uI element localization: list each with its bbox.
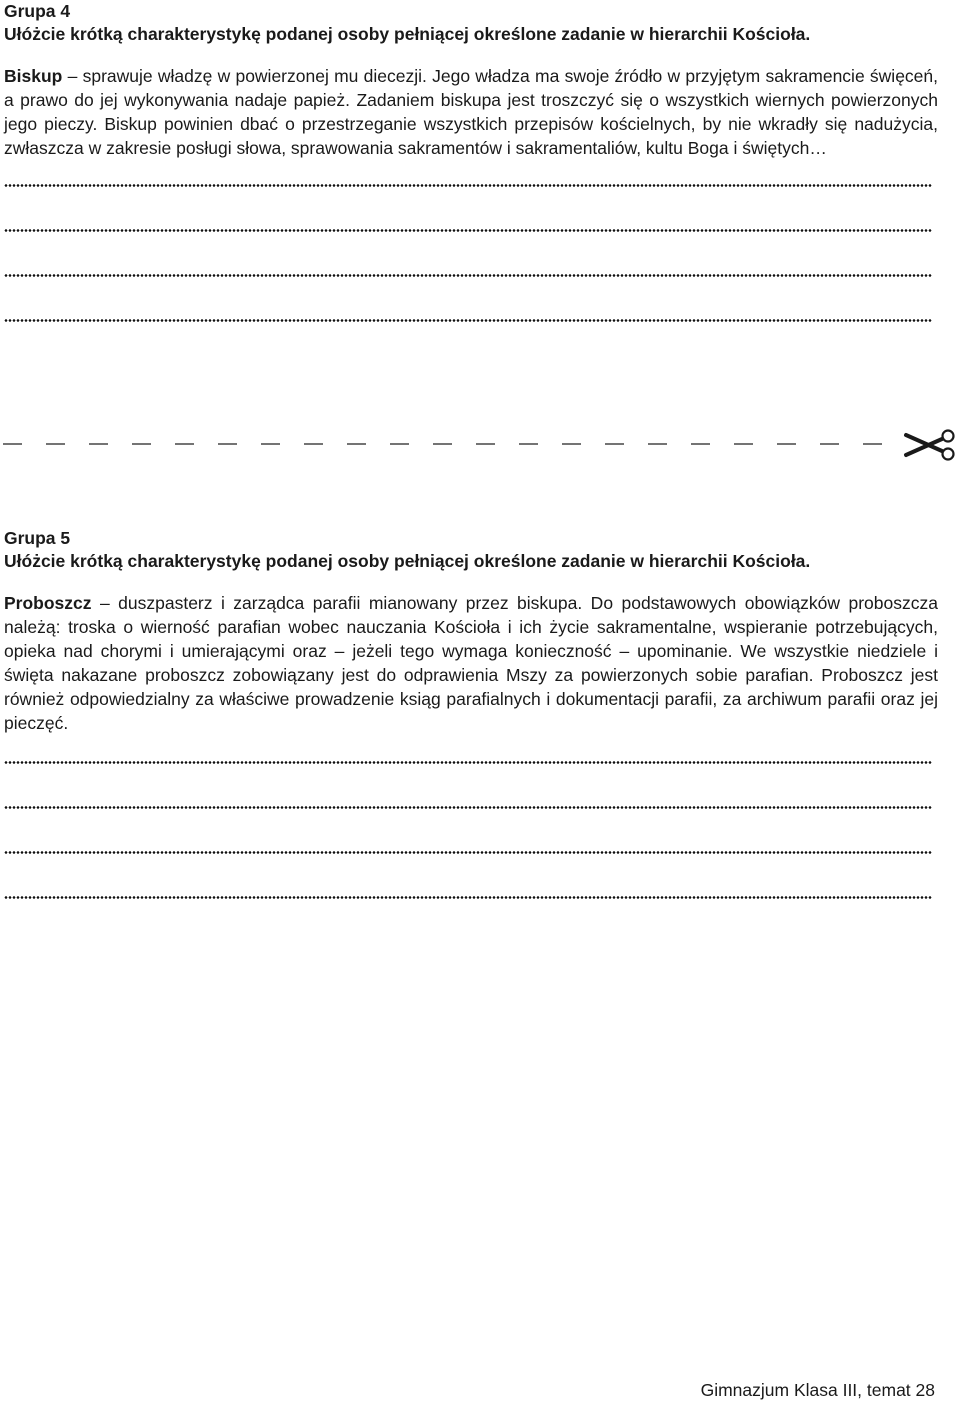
group-5-text: – duszpasterz i zarządca parafii mianowany przez biskupa. Do podstawowych obowiązków proboszcza należą: troska o wierność parafian wobec nauczania Kościoła i ich życie sakramentalne, wspieranie potrzebujących, opieka nad chorymi i umierającymi oraz – jeżeli tego wymaga konieczność – upominanie. We wszystkie niedziele i święta nakazane proboszcz zobowiązany jest do odprawienia Mszy za powierzonych sobie parafian. Proboszcz jest również odpowiedzialny za właściwe prowadzenie ksiąg parafialnych i dokumentacji parafii, za archiwum parafii oraz jej pieczęć. [4,593,938,733]
answer-line[interactable] [4,274,932,277]
scissors-icon [906,431,954,460]
group-4-paragraph [4,64,938,160]
group-4-section [4,0,938,364]
group-4-text: – sprawuje władzę w powierzonej mu diecezji. Jego władza ma swoje źródło w przyjętym sakramencie święceń, a prawo do jej wykonywania nadaje papież. Zadaniem biskupa jest troszczyć się o wszystkich wiernych powierzonych jego pieczy. Biskup powinien dbać o przestrzeganie wszystkich przepisów kościelnych, by nie wkradły się nadużycia, zwłaszcza w zakresie posługi słowa, sprawowania sakramentów i sakramentaliów, kultu Boga i świętych… [4,66,938,158]
group-4-task: Ułóżcie krótką charakterystykę podanej osoby pełniącej określone zadanie w hierarchii Kościoła. [4,24,811,44]
cut-line [0,424,960,464]
answer-line[interactable] [4,896,932,899]
answer-line[interactable] [4,319,932,322]
group-4-term: Biskup [4,66,63,86]
group-4-title: Grupa 4 [4,1,71,21]
page-footer: Gimnazjum Klasa III, temat 28 [700,1380,935,1400]
answer-line[interactable] [4,229,932,232]
answer-line[interactable] [4,761,932,764]
group-4-answer-lines [4,184,938,322]
group-5-task: Ułóżcie krótką charakterystykę podanej osoby pełniącej określone zadanie w hierarchii Kościoła. [4,551,811,571]
answer-line[interactable] [4,806,932,809]
answer-line[interactable] [4,184,932,187]
group-5-title: Grupa 5 [4,528,71,548]
answer-line[interactable] [4,851,932,854]
group-5-section [4,527,938,941]
group-5-paragraph [4,591,938,735]
group-5-answer-lines [4,761,938,899]
group-5-term: Proboszcz [4,593,92,613]
